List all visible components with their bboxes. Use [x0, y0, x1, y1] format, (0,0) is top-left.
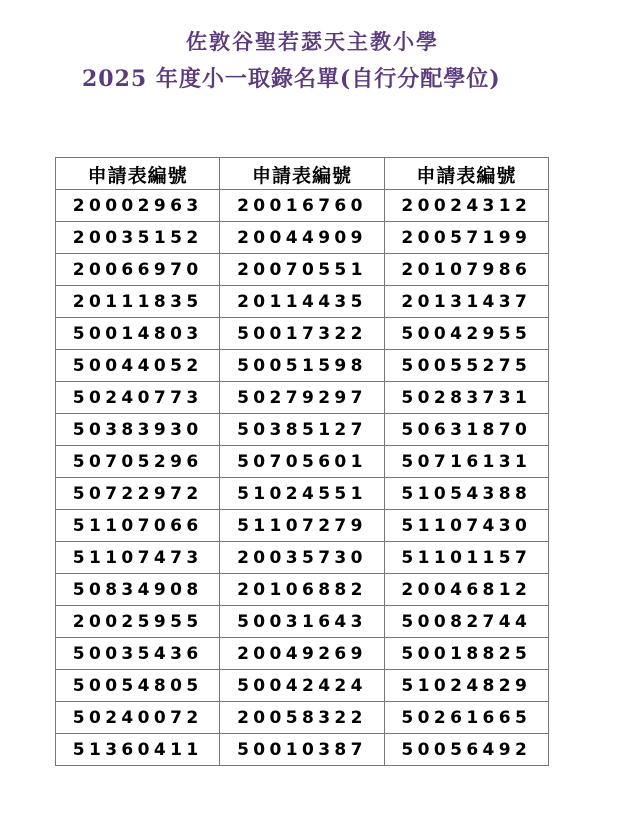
application-number-cell: 20107986 [384, 254, 548, 286]
application-number-cell: 20057199 [384, 222, 548, 254]
table-row [56, 606, 549, 638]
table-row [56, 414, 549, 446]
table-row [56, 542, 549, 574]
table-row [56, 190, 549, 222]
table-row [56, 702, 549, 734]
application-number-cell: 20114435 [220, 286, 384, 318]
column-header: 申請表編號 [56, 158, 220, 190]
application-number-cell: 50031643 [220, 606, 384, 638]
application-number-cell: 50279297 [220, 382, 384, 414]
application-number-cell: 50055275 [384, 350, 548, 382]
application-number-cell: 50014803 [56, 318, 220, 350]
table-row [56, 510, 549, 542]
table-body [56, 190, 549, 766]
application-number-cell: 50051598 [220, 350, 384, 382]
application-number-cell: 51107430 [384, 510, 548, 542]
application-number-cell: 20035152 [56, 222, 220, 254]
application-number-cell: 51024829 [384, 670, 548, 702]
table-row [56, 286, 549, 318]
application-number-cell: 20035730 [220, 542, 384, 574]
application-number-cell: 20044909 [220, 222, 384, 254]
table-row [56, 670, 549, 702]
application-number-cell: 20066970 [56, 254, 220, 286]
table-header-row [56, 158, 549, 190]
application-number-cell: 50240072 [56, 702, 220, 734]
application-number-cell: 50042955 [384, 318, 548, 350]
table-row [56, 382, 549, 414]
application-number-cell: 20106882 [220, 574, 384, 606]
application-number-cell: 50042424 [220, 670, 384, 702]
column-header: 申請表編號 [384, 158, 548, 190]
application-number-cell: 51024551 [220, 478, 384, 510]
table-row [56, 734, 549, 766]
table-row [56, 574, 549, 606]
application-number-cell: 50017322 [220, 318, 384, 350]
application-number-cell: 51360411 [56, 734, 220, 766]
school-name: 佐敦谷聖若瑟天主教小學 [186, 29, 439, 54]
application-number-cell: 20024312 [384, 190, 548, 222]
application-number-cell: 20016760 [220, 190, 384, 222]
application-number-cell: 50834908 [56, 574, 220, 606]
application-number-cell: 50722972 [56, 478, 220, 510]
table-row [56, 254, 549, 286]
table-row [56, 222, 549, 254]
application-number-cell: 50056492 [384, 734, 548, 766]
application-number-cell: 20049269 [220, 638, 384, 670]
application-number-cell: 50383930 [56, 414, 220, 446]
admission-list-table [55, 157, 549, 766]
application-number-cell: 50018825 [384, 638, 548, 670]
application-number-cell: 50385127 [220, 414, 384, 446]
table-row [56, 350, 549, 382]
application-number-cell: 50705296 [56, 446, 220, 478]
table-row [56, 478, 549, 510]
application-number-cell: 51101157 [384, 542, 548, 574]
application-number-cell: 50240773 [56, 382, 220, 414]
application-number-cell: 50044052 [56, 350, 220, 382]
application-number-cell: 50631870 [384, 414, 548, 446]
table-row [56, 638, 549, 670]
list-title: 2025 年度小一取錄名單(自行分配學位) [82, 66, 501, 92]
application-number-cell: 20025955 [56, 606, 220, 638]
application-number-cell: 20046812 [384, 574, 548, 606]
application-number-cell: 51054388 [384, 478, 548, 510]
application-number-cell: 20058322 [220, 702, 384, 734]
table-row [56, 318, 549, 350]
application-number-cell: 20131437 [384, 286, 548, 318]
application-number-cell: 50261665 [384, 702, 548, 734]
application-number-cell: 51107279 [220, 510, 384, 542]
application-number-cell: 50054805 [56, 670, 220, 702]
application-number-cell: 51107473 [56, 542, 220, 574]
application-number-cell: 50035436 [56, 638, 220, 670]
application-number-cell: 50283731 [384, 382, 548, 414]
column-header: 申請表編號 [220, 158, 384, 190]
application-number-cell: 50716131 [384, 446, 548, 478]
application-number-cell: 20070551 [220, 254, 384, 286]
application-number-cell: 20002963 [56, 190, 220, 222]
application-number-cell: 51107066 [56, 510, 220, 542]
table-row [56, 446, 549, 478]
application-number-cell: 50010387 [220, 734, 384, 766]
application-number-cell: 20111835 [56, 286, 220, 318]
application-number-cell: 50082744 [384, 606, 548, 638]
application-number-cell: 50705601 [220, 446, 384, 478]
